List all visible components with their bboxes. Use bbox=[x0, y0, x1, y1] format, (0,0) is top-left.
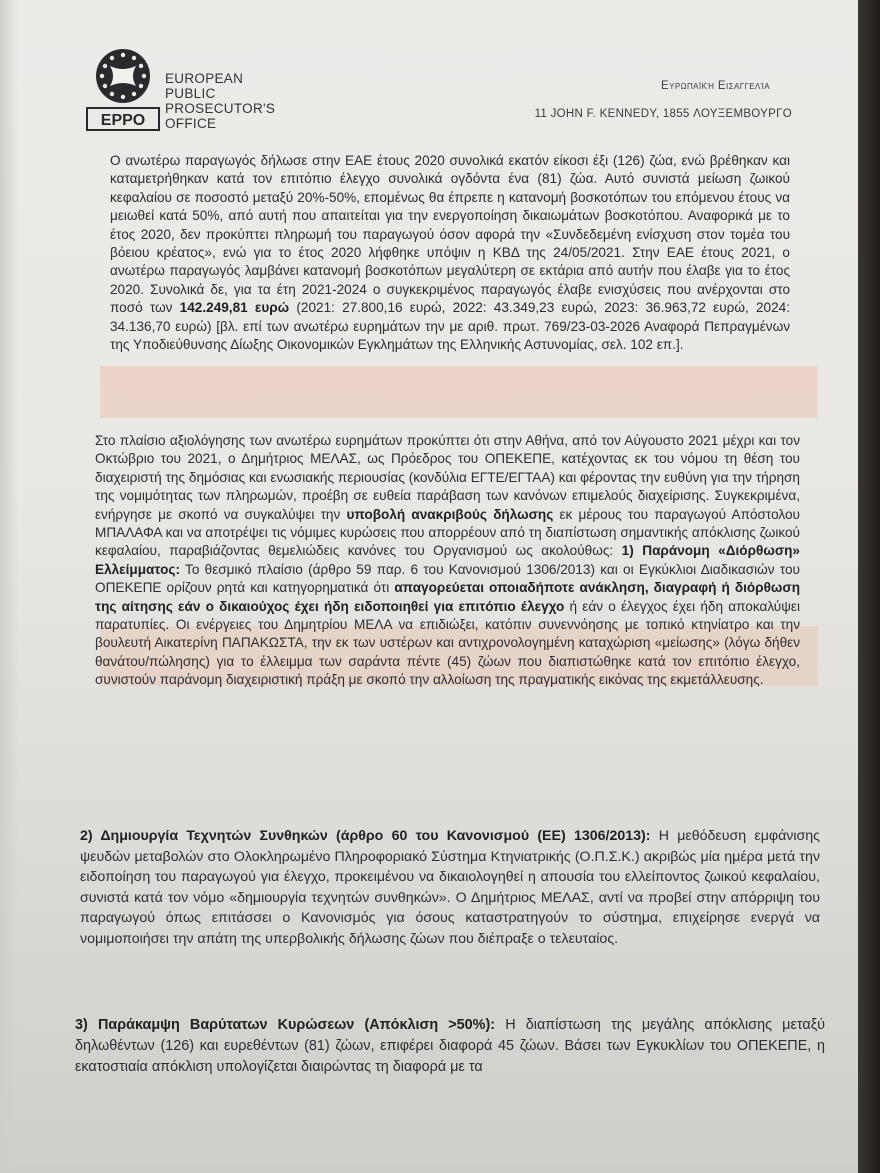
bold-phrase: απαγορεύεται οποιαδήποτε ανάκληση, διαγραφή ή διόρθωση της αίτησης εάν ο δικαιούχος έχει ήδη ειδοποιηθεί για επιτόπιο έλεγχο bbox=[95, 580, 801, 614]
paragraph-4 bbox=[75, 1015, 825, 1078]
text-run: Η διαπίστωση της μεγάλης απόκλισης μεταξύ δηλωθέντων (126) και ευρεθέντων (81) ζώων, επιφέρει διαφορά 45 ζώων. Βάσει των Εγκυκλίων του ΟΠΕΚΕΠΕ, η εκατοστιαία απόκλιση υπολογίζεται διαιρώντας τη διαφορά με τα bbox=[75, 1017, 826, 1075]
paragraph-3 bbox=[80, 826, 820, 949]
text-run: εκ μέρους του παραγωγού Απόστολου ΜΠΑΛΑΦΑ και να αποτρέψει τις νόμιμες κυρώσεις που απορρέουν από τη διαπίστωση σημαντικής απόκλισης ζωικού κεφαλαίου, παραβιάζοντας θεμελιώδεις κανόνες του Οργανισμού ως ακολούθως: bbox=[95, 506, 800, 559]
bold-amount: 142.249,81 ευρώ bbox=[179, 300, 290, 316]
bold-phrase: υποβολή ανακριβούς δήλωσης bbox=[346, 506, 554, 522]
org-title-greek: Ευρωπαϊκή Εισαγγελία bbox=[661, 80, 770, 92]
text-run: Στο πλαίσιο αξιολόγησης των ανωτέρω ευρημάτων προκύπτει ότι στην Αθήνα, από τον Αύγουστο 2021 μέχρι και τον Οκτώβριο του 2021, ο Δημήτριος ΜΕΛΑΣ, ως Πρόεδρος του ΟΠΕΚΕΠΕ, κατέχοντας εκ του νόμου τη θέση του διαχειριστή της δημόσιας και ενωσιακής περιουσίας (κονδύλια ΕΓΤΕ/ΕΓΤΑΑ) και φέροντας την ευθύνη για την τήρηση της νομιμότητας των πληρωμών, προέβη σε ευθεία παράβαση των κανόνων επιμελούς διαχείρισης. Συγκεκριμένα, ενήργησε με σκοπό να συγκαλύψει την bbox=[95, 433, 800, 522]
logo-mark: EPPO bbox=[100, 112, 146, 129]
page-edge-shadow bbox=[0, 0, 18, 1173]
text-run: Το θεσμικό πλαίσιο (άρθρο 59 παρ. 6 του Κανονισμού 1306/2013) και οι Εγκύκλιοι Διαδικασιών του ΟΠΕΚΕΠΕ ορίζουν ρητά και κατηγορηματικά ότι bbox=[95, 561, 800, 596]
org-name-line: PUBLIC bbox=[165, 86, 216, 101]
desk-background bbox=[858, 0, 880, 1173]
org-name bbox=[165, 71, 275, 131]
paragraph-1 bbox=[110, 152, 790, 354]
highlight-band bbox=[100, 366, 818, 418]
text-run: (2021: 27.800,16 ευρώ, 2022: 43.349,23 ευρώ, 2023: 36.963,72 ευρώ, 2024: 34.136,70 ευρώ) [βλ. επί των ανωτέρω ευρημάτων την με αριθ. πρωτ. 769/23-03-2026 Αναφορά Πεπραγμένων της Υποδιεύθυνσης Δίωξης Οικονομικών Εγκλημάτων της Ελληνικής Αστυνομίας, σελ. 102 επ.]. bbox=[110, 300, 790, 353]
text-run: Η μεθόδευση εμφάνισης ψευδών μεταβολών στο Ολοκληρωμένο Πληροφοριακό Σύστημα Κτηνιατρικής (Ο.Π.Σ.Κ.) ακριβώς μία ημέρα μετά την ειδοποίηση του παραγωγού για έλεγχο, προκειμένου να δικαιολογηθεί η απουσία του ελλείποντος ζωικού κεφαλαίου, συνιστά κατά τον νόμο «δημιουργία τεχνητών συνθηκών». Ο Δημήτριος ΜΕΛΑΣ, αντί να προβεί στην απόρριψη του παραγωγού όπως επιτάσσει ο Κανονισμός για όσους καταστρατηγούν το σύστημα, επιχείρησε ενεργά να νομιμοποιήσει την απάτη της υπερβολικής δήλωσης ζώων που διέπραξε ο τελευταίος. bbox=[80, 828, 820, 947]
text-run: Ο ανωτέρω παραγωγός δήλωσε στην ΕΑΕ έτους 2020 συνολικά εκατόν είκοσι έξι (126) ζώα, ενώ βρέθηκαν και καταμετρήθηκαν κατά τον επιτόπιο έλεγχο συνολικά ογδόντα ένα (81) ζώα. Αυτό συνιστά μείωση ζωικού κεφαλαίου σε ποσοστό μεταξύ 20%-50%, επομένως θα έπρεπε η κατανομή βοσκοτόπων του επόμενου έτους να μειωθεί κατά 50%, από αυτή που απαιτείται για την ενεργοποίηση δικαιωμάτων βοσκοτόπου. Αναφορικά με το έτος 2020, δεν προκύπτει πληρωμή του παραγωγού όσον αφορά την «Συνδεδεμένη ενίσχυση στον τομέα του βόειου κρέατος», ενώ για το έτος 2020 λήφθηκε υπόψιν η ΚΒΔ της 24/05/2021. Στην ΕΑΕ έτους 2021, ο ανωτέρω παραγωγός λαμβάνει κατανομή βοσκοτόπων μεγαλύτερη σε εκτάρια από αυτήν που έλαβε για το έτος 2020. Συνολικά δε, για τα έτη 2021-2024 ο συγκεκριμένος παραγωγός έλαβε ενισχύσεις που ανέρχονται στο ποσό των bbox=[110, 153, 790, 316]
paragraph-2 bbox=[95, 432, 800, 690]
org-name-line: EUROPEAN bbox=[165, 71, 244, 86]
eppo-logo-icon bbox=[86, 46, 160, 132]
bold-heading: 3) Παράκαμψη Βαρύτατων Κυρώσεων (Απόκλιση >50%): bbox=[75, 1017, 496, 1033]
org-name-line: OFFICE bbox=[165, 116, 217, 131]
text-run: ή εάν ο έλεγχος έχει ήδη αποκαλύψει παρατυπίες. Οι ενέργειες του Δημητρίου ΜΕΛΑ να επιδιώξει, κατόπιν συνεννόησης με τοπικό κτηνίατρο και την βουλευτή Αικατερίνη ΠΑΠΑΚΩΣΤΑ, την εκ των υστέρων και αντιχρονολογημένη καταχώριση «μείωσης» (λόγω δήθεν θανάτου/πώλησης) για το έλλειμμα των σαράντα πέντε (45) ζώων που διαπιστώθηκε κατά τον επιτόπιο έλεγχο, συνιστούν παράνομη διαχειριστική πράξη με σκοπό την αλλοίωση της πραγματικής εικόνας της εκμετάλλευσης. bbox=[95, 598, 800, 688]
bold-heading: 2) Δημιουργία Τεχνητών Συνθηκών (άρθρο 60 του Κανονισμού (ΕΕ) 1306/2013): bbox=[80, 828, 651, 844]
org-name-line: PROSECUTOR'S bbox=[165, 101, 276, 116]
bold-heading: 1) Παράνομη «Διόρθωση» Ελλείμματος: bbox=[95, 543, 800, 577]
address: 11 JOHN F. KENNEDY, 1855 ΛΟΥΞΕΜΒΟΥΡΓΟ bbox=[534, 108, 792, 120]
